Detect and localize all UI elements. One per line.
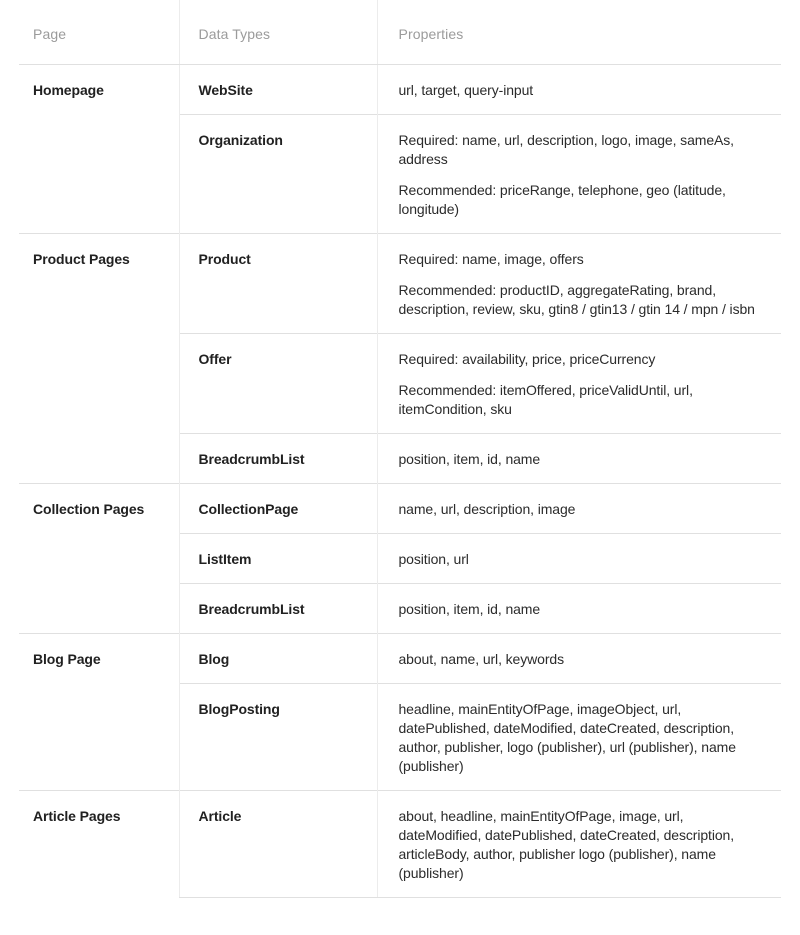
properties-text-recommended: Recommended: productID, aggregateRating, brand, description, review, sku, gtin8 / gtin13 / gtin 14 / mpn / isbn: [398, 282, 755, 317]
data-type-cell-article: Article: [179, 791, 377, 898]
data-type-cell-blogposting: BlogPosting: [179, 684, 377, 791]
page-cell-homepage: Homepage: [19, 65, 179, 234]
properties-cell: [377, 584, 781, 634]
properties-text-required: Required: name, url, description, logo, image, sameAs, address: [398, 132, 734, 167]
col-header-page: Page: [19, 0, 179, 65]
data-type-cell-breadcrumblist: BreadcrumbList: [179, 434, 377, 484]
properties-cell: [377, 115, 781, 234]
data-type-cell-website: WebSite: [179, 65, 377, 115]
table-row: [19, 234, 781, 334]
page-cell-product-pages: Product Pages: [19, 234, 179, 484]
properties-text: position, url: [398, 551, 469, 567]
schema-data-types-table: [19, 0, 781, 898]
data-type-cell-collectionpage: CollectionPage: [179, 484, 377, 534]
properties-text: headline, mainEntityOfPage, imageObject, url, datePublished, dateModified, dateCreated, description, author, publisher, logo (publisher), url (publisher), name (publisher): [398, 701, 736, 774]
col-header-data-types: Data Types: [179, 0, 377, 65]
properties-cell: [377, 684, 781, 791]
data-type-cell-blog: Blog: [179, 634, 377, 684]
properties-text: position, item, id, name: [398, 601, 541, 617]
properties-cell: [377, 334, 781, 434]
properties-cell: [377, 534, 781, 584]
page-cell-article-pages: Article Pages: [19, 791, 179, 898]
data-type-cell-listitem: ListItem: [179, 534, 377, 584]
data-type-cell-product: Product: [179, 234, 377, 334]
col-header-properties: Properties: [377, 0, 781, 65]
table-row: [19, 634, 781, 684]
table-row: [19, 484, 781, 534]
properties-text-required: Required: availability, price, priceCurrency: [398, 351, 656, 367]
properties-text-recommended: Recommended: priceRange, telephone, geo (latitude, longitude): [398, 182, 726, 217]
properties-cell: [377, 791, 781, 898]
table-row: [19, 65, 781, 115]
page-cell-blog-page: Blog Page: [19, 634, 179, 791]
table-header-row: [19, 0, 781, 65]
properties-text: about, name, url, keywords: [398, 651, 564, 667]
properties-cell: [377, 65, 781, 115]
properties-text: url, target, query-input: [398, 82, 534, 98]
properties-cell: [377, 434, 781, 484]
page-cell-collection-pages: Collection Pages: [19, 484, 179, 634]
table-row: [19, 791, 781, 898]
properties-cell: [377, 234, 781, 334]
properties-text-recommended: Recommended: itemOffered, priceValidUntil, url, itemCondition, sku: [398, 382, 693, 417]
data-type-cell-offer: Offer: [179, 334, 377, 434]
data-type-cell-organization: Organization: [179, 115, 377, 234]
properties-text: about, headline, mainEntityOfPage, image, url, dateModified, datePublished, dateCreated, description, articleBody, author, publisher logo (publisher), name (publisher): [398, 808, 734, 881]
properties-cell: [377, 634, 781, 684]
properties-text: name, url, description, image: [398, 501, 576, 517]
data-type-cell-breadcrumblist: BreadcrumbList: [179, 584, 377, 634]
properties-text-required: Required: name, image, offers: [398, 251, 584, 267]
properties-text: position, item, id, name: [398, 451, 541, 467]
properties-cell: [377, 484, 781, 534]
